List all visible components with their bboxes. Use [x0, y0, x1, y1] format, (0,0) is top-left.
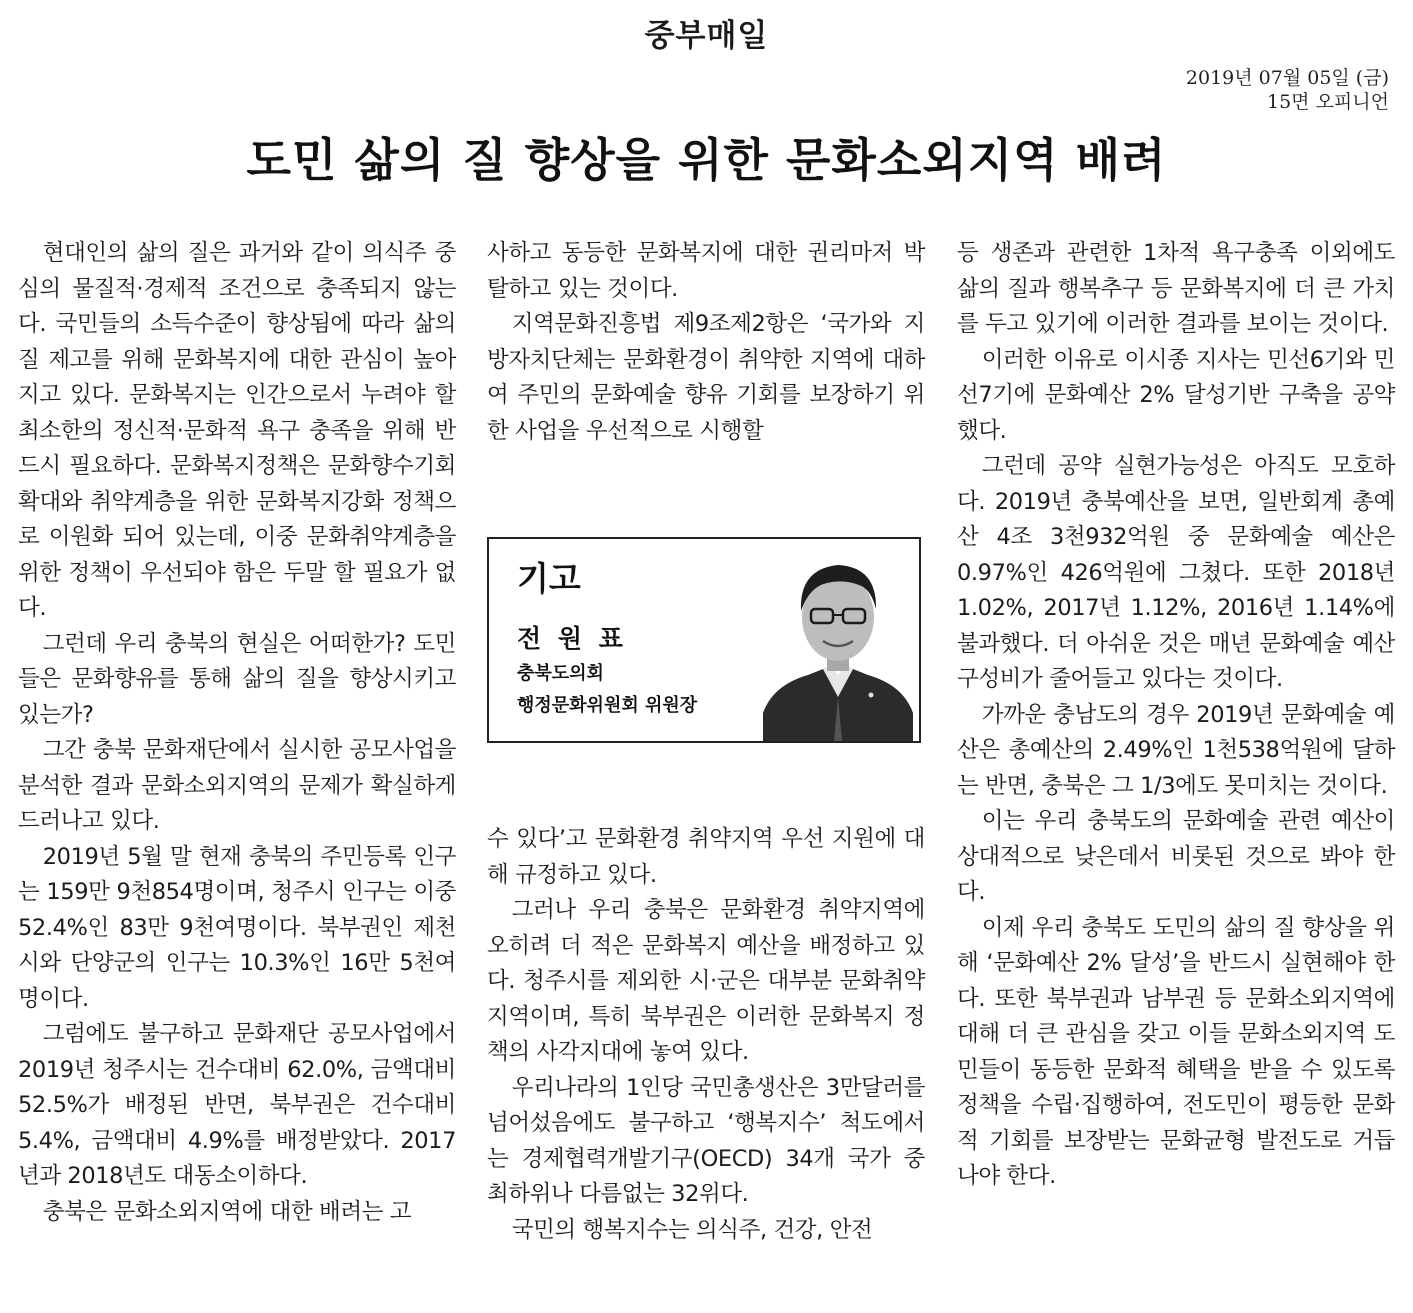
paragraph: 가까운 충남도의 경우 2019년 문화예술 예산은 총예산의 2.49%인 1천538억원에 달하는 반면, 충북은 그 1/3에도 못미치는 것이다. — [957, 701, 1395, 799]
article-headline: 도민 삶의 질 향상을 위한 문화소외지역 배려 — [246, 133, 1167, 187]
page-section: 15면 오피니언 — [1267, 91, 1389, 113]
article-column-3 — [957, 236, 1395, 1195]
author-organization: 충북도의회 — [517, 663, 604, 684]
author-name: 전 원 표 — [517, 624, 627, 653]
paragraph: 그럼에도 불구하고 문화재단 공모사업에서 2019년 청주시는 건수대비 62.0%, 금액대비 52.5%가 배정된 반면, 북부권은 건수대비 5.4%, 금액대비 4.9%를 배정받았다. 2017년과 2018년도 대동소이하다. — [18, 1021, 456, 1189]
paragraph: 그런데 우리 충북의 현실은 어떠한가? 도민들은 문화향유를 통해 삶의 질을 향상시키고 있는가? — [18, 630, 456, 728]
article-column-2-bottom — [487, 822, 925, 1248]
author-portrait-icon — [763, 545, 913, 741]
paragraph: 등 생존과 관련한 1차적 욕구충족 이외에도 삶의 질과 행복추구 등 문화복지에 더 큰 가치를 두고 있기에 이러한 결과를 보이는 것이다. — [957, 240, 1395, 337]
article-column-1 — [18, 236, 456, 1230]
paragraph: 지역문화진흥법 제9조제2항은 ‘국가와 지방자치단체는 문화환경이 취약한 지역에 대하여 주민의 문화예술 향유 기회를 보장하기 위한 사업을 우선적으로 시행할 — [487, 311, 925, 444]
paragraph: 이러한 이유로 이시종 지사는 민선6기와 민선7기에 문화예산 2% 달성기반 구축을 공약했다. — [957, 346, 1395, 444]
paragraph: 2019년 5월 말 현재 충북의 주민등록 인구는 159만 9천854명이며, 청주시 인구는 이중 52.4%인 83만 9천여명이다. 북부권인 제천시와 단양군의 인구는 10.3%인 16만 5천여명이다. — [18, 843, 456, 1012]
paragraph: 그간 충북 문화재단에서 실시한 공모사업을 분석한 결과 문화소외지역의 문제가 확실하게 드러나고 있다. — [18, 737, 456, 834]
paragraph: 사하고 동등한 문화복지에 대한 권리마저 박탈하고 있는 것이다. — [487, 240, 925, 302]
paragraph: 우리나라의 1인당 국민총생산은 3만달러를 넘어섰음에도 불구하고 ‘행복지수’ 척도에서는 경제협력개발기구(OECD) 34개 국가 중 최하위나 다름없는 32위다. — [487, 1074, 925, 1207]
paragraph: 그러나 우리 충북은 문화환경 취약지역에 오히려 더 적은 문화복지 예산을 배정하고 있다. 청주시를 제외한 시·군은 대부분 문화취약 지역이며, 특히 북부권은 이러한 문화복지 정책의 사각지대에 놓여 있다. — [487, 897, 925, 1065]
article-column-2-top — [487, 236, 925, 449]
paragraph: 그런데 공약 실현가능성은 아직도 모호하다. 2019년 충북예산을 보면, 일반회계 총예산 4조 3천932억원 중 문화예술 예산은 0.97%인 426억원에 그쳤다. 또한 2018년 1.02%, 2017년 1.12%, 2016년 1.14%에 불과했다. 더 아쉬운 것은 매년 문화예술 예산 구성비가 줄어들고 있다는 것이다. — [957, 453, 1395, 692]
author-info-box — [487, 537, 921, 743]
dateline — [1186, 66, 1389, 114]
publication-date: 2019년 07월 05일 (금) — [1185, 67, 1389, 89]
paragraph: 현대인의 삶의 질은 과거와 같이 의식주 중심의 물질적·경제적 조건으로 충족되지 않는다. 국민들의 소득수준이 향상됨에 따라 삶의 질 제고를 위해 문화복지에 대한 관심이 높아지고 있다. 문화복지는 인간으로서 누려야 할 최소한의 정신적·문화적 욕구 충족을 위해 반드시 필요하다. 문화복지정책은 문화향수기회 확대와 취약계층을 위한 문화복지강화 정책으로 이원화 되어 있는데, 이중 문화취약계층을 위한 정책이 우선되야 함은 두말 할 필요가 없다. — [18, 240, 456, 621]
section-label: 기고 — [517, 559, 581, 598]
paragraph: 이는 우리 충북도의 문화예술 관련 예산이 상대적으로 낮은데서 비롯된 것으로 봐야 한다. — [957, 808, 1395, 905]
paragraph: 충북은 문화소외지역에 대한 배려는 고 — [42, 1198, 412, 1225]
paragraph: 이제 우리 충북도 도민의 삶의 질 향상을 위해 ‘문화예산 2% 달성’을 반드시 실현해야 한다. 또한 북부권과 남부권 등 문화소외지역에 대해 더 큰 관심을 갖고 이들 문화소외지역 도민들이 동등한 문화적 혜택을 받을 수 있도록 정책을 수립·집행하여, 전도민이 평등한 문화적 기회를 보장받는 문화균형 발전도로 거듭나야 한다. — [957, 914, 1395, 1189]
author-role: 행정문화위원회 위원장 — [517, 695, 698, 716]
paragraph: 수 있다’고 문화환경 취약지역 우선 지원에 대해 규정하고 있다. — [487, 826, 925, 888]
paragraph: 국민의 행복지수는 의식주, 건강, 안전 — [511, 1216, 873, 1243]
newspaper-masthead: 중부매일 — [644, 18, 769, 54]
